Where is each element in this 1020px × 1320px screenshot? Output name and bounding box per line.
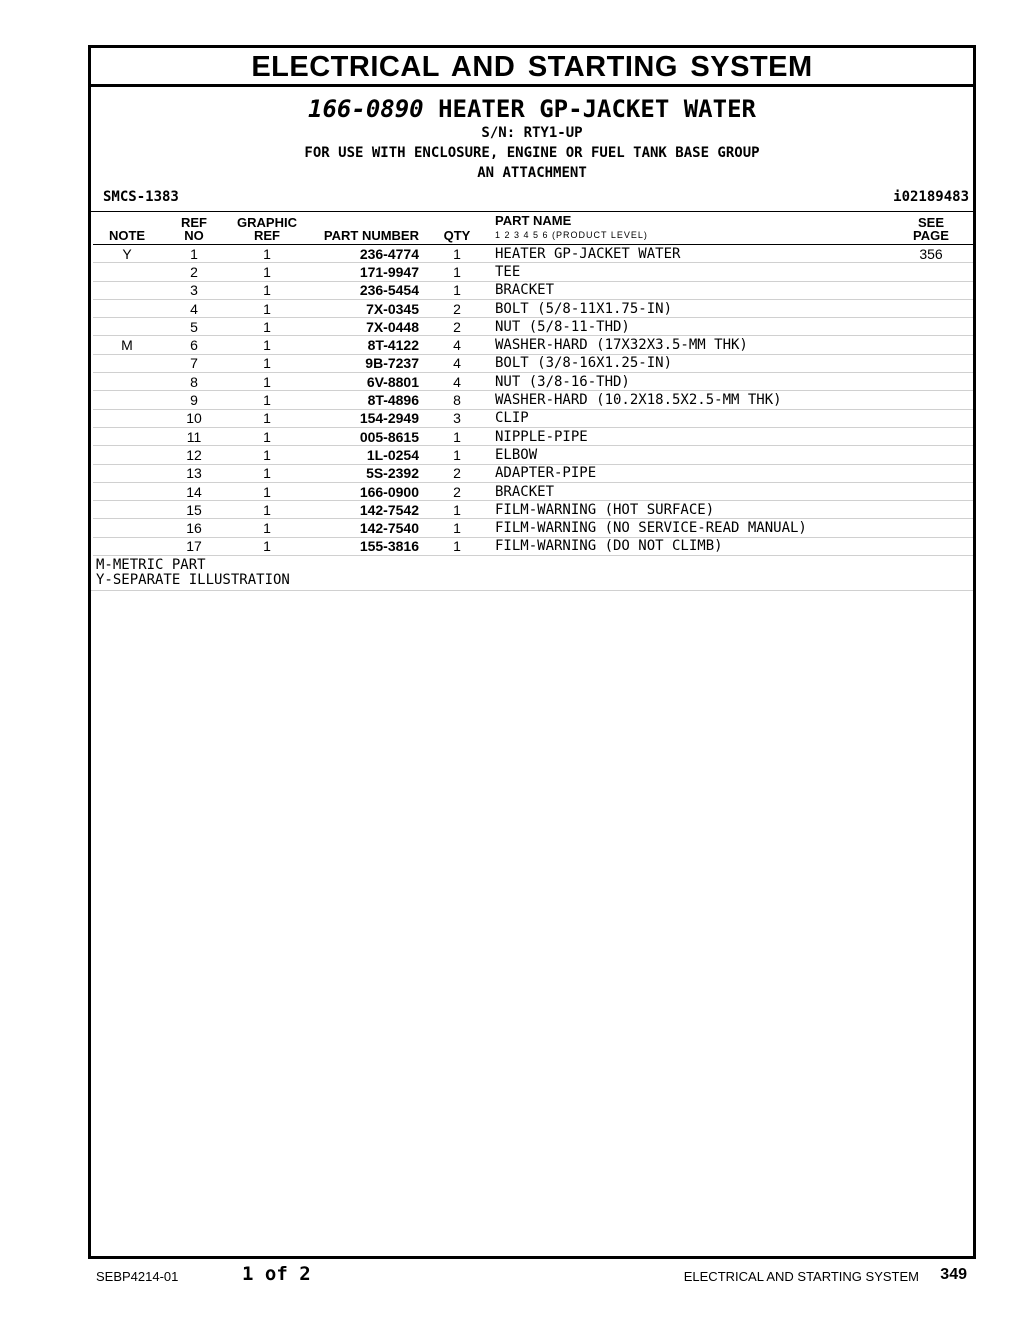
cell-part-name: WASHER-HARD (10.2X18.5X2.5-MM THK): [487, 391, 889, 409]
note-metric: M-METRIC PART: [96, 557, 206, 574]
cell-see-page: [889, 281, 973, 299]
cell-part-number: 142-7540: [307, 519, 427, 537]
cell-qty: 1: [427, 446, 487, 464]
cell-qty: 1: [427, 501, 487, 519]
footer-page-number: 349: [940, 1266, 967, 1283]
cell-ref-no: 10: [161, 409, 227, 427]
cell-see-page: [889, 409, 973, 427]
cell-ref-no: 9: [161, 391, 227, 409]
cell-part-number: 9B-7237: [307, 354, 427, 372]
document-id: i02189483: [893, 189, 969, 205]
cell-note: [93, 446, 161, 464]
cell-note: [93, 537, 161, 555]
cell-part-name: BRACKET: [487, 281, 889, 299]
cell-note: [93, 318, 161, 336]
cell-part-number: 155-3816: [307, 537, 427, 555]
table-row: [93, 446, 973, 464]
usage-line-2: AN ATTACHMENT: [477, 165, 587, 181]
cell-ref-no: 14: [161, 482, 227, 500]
cell-graphic-ref: 1: [227, 318, 307, 336]
cell-qty: 3: [427, 409, 487, 427]
cell-note: [93, 519, 161, 537]
cell-see-page: [889, 464, 973, 482]
cell-see-page: [889, 519, 973, 537]
cell-graphic-ref: 1: [227, 409, 307, 427]
col-part-name: PART NAME 1 2 3 4 5 6 (PRODUCT LEVEL): [487, 212, 889, 245]
cell-ref-no: 16: [161, 519, 227, 537]
table-row: [93, 245, 973, 263]
cell-ref-no: 12: [161, 446, 227, 464]
cell-part-number: 7X-0448: [307, 318, 427, 336]
footer-section: ELECTRICAL AND STARTING SYSTEM: [683, 1269, 919, 1284]
cell-qty: 4: [427, 336, 487, 354]
page-footer: [0, 1262, 1020, 1292]
cell-see-page: [889, 446, 973, 464]
cell-note: [93, 373, 161, 391]
cell-part-name: BRACKET: [487, 482, 889, 500]
cell-see-page: [889, 354, 973, 372]
note-separate-illustration: Y-SEPARATE ILLUSTRATION: [96, 572, 290, 589]
cell-part-number: 1L-0254: [307, 446, 427, 464]
table-header-row: [93, 212, 973, 245]
cell-part-number: 236-4774: [307, 245, 427, 263]
cell-part-name: ADAPTER-PIPE: [487, 464, 889, 482]
cell-graphic-ref: 1: [227, 537, 307, 555]
cell-graphic-ref: 1: [227, 245, 307, 263]
col-qty: QTY: [427, 212, 487, 245]
table-row: [93, 391, 973, 409]
cell-note: [93, 391, 161, 409]
table-row: [93, 336, 973, 354]
parts-body: [93, 245, 973, 556]
cell-part-number: 7X-0345: [307, 299, 427, 317]
cell-graphic-ref: 1: [227, 336, 307, 354]
cell-see-page: [889, 537, 973, 555]
col-graphic-ref: GRAPHIC REF: [227, 212, 307, 245]
parts-table: [93, 212, 973, 556]
cell-part-name: NUT (5/8-11-THD): [487, 318, 889, 336]
cell-see-page: [889, 373, 973, 391]
cell-part-name: HEATER GP-JACKET WATER: [487, 245, 889, 263]
cell-note: [93, 409, 161, 427]
cell-graphic-ref: 1: [227, 519, 307, 537]
cell-part-number: 8T-4896: [307, 391, 427, 409]
cell-see-page: [889, 336, 973, 354]
cell-graphic-ref: 1: [227, 281, 307, 299]
product-levels: 1 2 3 4 5 6 (PRODUCT LEVEL): [495, 230, 648, 240]
cell-graphic-ref: 1: [227, 263, 307, 281]
table-row: [93, 263, 973, 281]
cell-qty: 1: [427, 245, 487, 263]
cell-graphic-ref: 1: [227, 446, 307, 464]
cell-graphic-ref: 1: [227, 391, 307, 409]
cell-part-name: FILM-WARNING (HOT SURFACE): [487, 501, 889, 519]
cell-note: [93, 281, 161, 299]
cell-part-name: FILM-WARNING (DO NOT CLIMB): [487, 537, 889, 555]
cell-qty: 1: [427, 281, 487, 299]
cell-ref-no: 17: [161, 537, 227, 555]
table-row: [93, 373, 973, 391]
cell-graphic-ref: 1: [227, 501, 307, 519]
group-part-number: 166-0890: [308, 95, 424, 123]
table-row: [93, 519, 973, 537]
cell-graphic-ref: 1: [227, 373, 307, 391]
cell-ref-no: 11: [161, 427, 227, 445]
cell-part-number: 171-9947: [307, 263, 427, 281]
page-frame: [88, 45, 976, 1259]
usage-line-1: FOR USE WITH ENCLOSURE, ENGINE OR FUEL TANK BASE GROUP: [304, 145, 760, 161]
cell-part-name: TEE: [487, 263, 889, 281]
cell-ref-no: 8: [161, 373, 227, 391]
cell-see-page: 356: [889, 245, 973, 263]
cell-qty: 8: [427, 391, 487, 409]
group-name: HEATER GP-JACKET WATER: [438, 95, 756, 123]
group-title: [91, 95, 973, 123]
cell-graphic-ref: 1: [227, 464, 307, 482]
cell-qty: 2: [427, 318, 487, 336]
cell-part-name: CLIP: [487, 409, 889, 427]
cell-ref-no: 15: [161, 501, 227, 519]
cell-note: [93, 354, 161, 372]
cell-graphic-ref: 1: [227, 482, 307, 500]
cell-qty: 2: [427, 299, 487, 317]
table-row: [93, 464, 973, 482]
cell-ref-no: 4: [161, 299, 227, 317]
cell-ref-no: 6: [161, 336, 227, 354]
cell-note: [93, 482, 161, 500]
cell-see-page: [889, 391, 973, 409]
cell-graphic-ref: 1: [227, 427, 307, 445]
cell-see-page: [889, 482, 973, 500]
group-header: [91, 95, 973, 183]
cell-qty: 1: [427, 427, 487, 445]
cell-ref-no: 7: [161, 354, 227, 372]
cell-part-number: 6V-8801: [307, 373, 427, 391]
cell-graphic-ref: 1: [227, 354, 307, 372]
table-row: [93, 501, 973, 519]
cell-note: [93, 263, 161, 281]
smcs-code: SMCS-1383: [103, 189, 179, 205]
cell-note: [93, 427, 161, 445]
cell-see-page: [889, 299, 973, 317]
cell-qty: 1: [427, 263, 487, 281]
cell-graphic-ref: 1: [227, 299, 307, 317]
cell-part-number: 236-5454: [307, 281, 427, 299]
serial-range: S/N: RTY1-UP: [481, 125, 583, 141]
cell-qty: 1: [427, 519, 487, 537]
cell-note: [93, 501, 161, 519]
cell-qty: 2: [427, 482, 487, 500]
cell-see-page: [889, 263, 973, 281]
table-row: [93, 482, 973, 500]
col-see-page: SEE PAGE: [889, 212, 973, 245]
table-row: [93, 427, 973, 445]
cell-part-name: BOLT (3/8-16X1.25-IN): [487, 354, 889, 372]
col-part-number: PART NUMBER: [307, 212, 427, 245]
cell-part-number: 005-8615: [307, 427, 427, 445]
id-row: [91, 185, 973, 209]
footer-doc-number: SEBP4214-01: [96, 1269, 179, 1284]
table-row: [93, 354, 973, 372]
cell-part-number: 154-2949: [307, 409, 427, 427]
table-row: [93, 318, 973, 336]
cell-part-number: 5S-2392: [307, 464, 427, 482]
table-row: [93, 281, 973, 299]
cell-part-name: FILM-WARNING (NO SERVICE-READ MANUAL): [487, 519, 889, 537]
table-row: [93, 299, 973, 317]
cell-qty: 2: [427, 464, 487, 482]
cell-part-number: 166-0900: [307, 482, 427, 500]
cell-part-number: 8T-4122: [307, 336, 427, 354]
cell-ref-no: 2: [161, 263, 227, 281]
cell-part-name: WASHER-HARD (17X32X3.5-MM THK): [487, 336, 889, 354]
cell-part-name: NUT (3/8-16-THD): [487, 373, 889, 391]
cell-ref-no: 3: [161, 281, 227, 299]
cell-note: Y: [93, 245, 161, 263]
footer-page-of: 1 of 2: [242, 1263, 311, 1285]
cell-part-name: ELBOW: [487, 446, 889, 464]
cell-ref-no: 1: [161, 245, 227, 263]
cell-note: M: [93, 336, 161, 354]
cell-ref-no: 5: [161, 318, 227, 336]
cell-qty: 1: [427, 537, 487, 555]
section-title: ELECTRICAL AND STARTING SYSTEM: [91, 48, 973, 87]
cell-part-name: BOLT (5/8-11X1.75-IN): [487, 299, 889, 317]
cell-note: [93, 299, 161, 317]
cell-note: [93, 464, 161, 482]
cell-see-page: [889, 427, 973, 445]
col-ref-no: REF NO: [161, 212, 227, 245]
col-note: NOTE: [93, 212, 161, 245]
cell-qty: 4: [427, 373, 487, 391]
cell-part-name: NIPPLE-PIPE: [487, 427, 889, 445]
cell-qty: 4: [427, 354, 487, 372]
table-row: [93, 537, 973, 555]
cell-ref-no: 13: [161, 464, 227, 482]
cell-part-number: 142-7542: [307, 501, 427, 519]
cell-see-page: [889, 501, 973, 519]
cell-see-page: [889, 318, 973, 336]
notes-legend: [91, 556, 973, 591]
table-row: [93, 409, 973, 427]
